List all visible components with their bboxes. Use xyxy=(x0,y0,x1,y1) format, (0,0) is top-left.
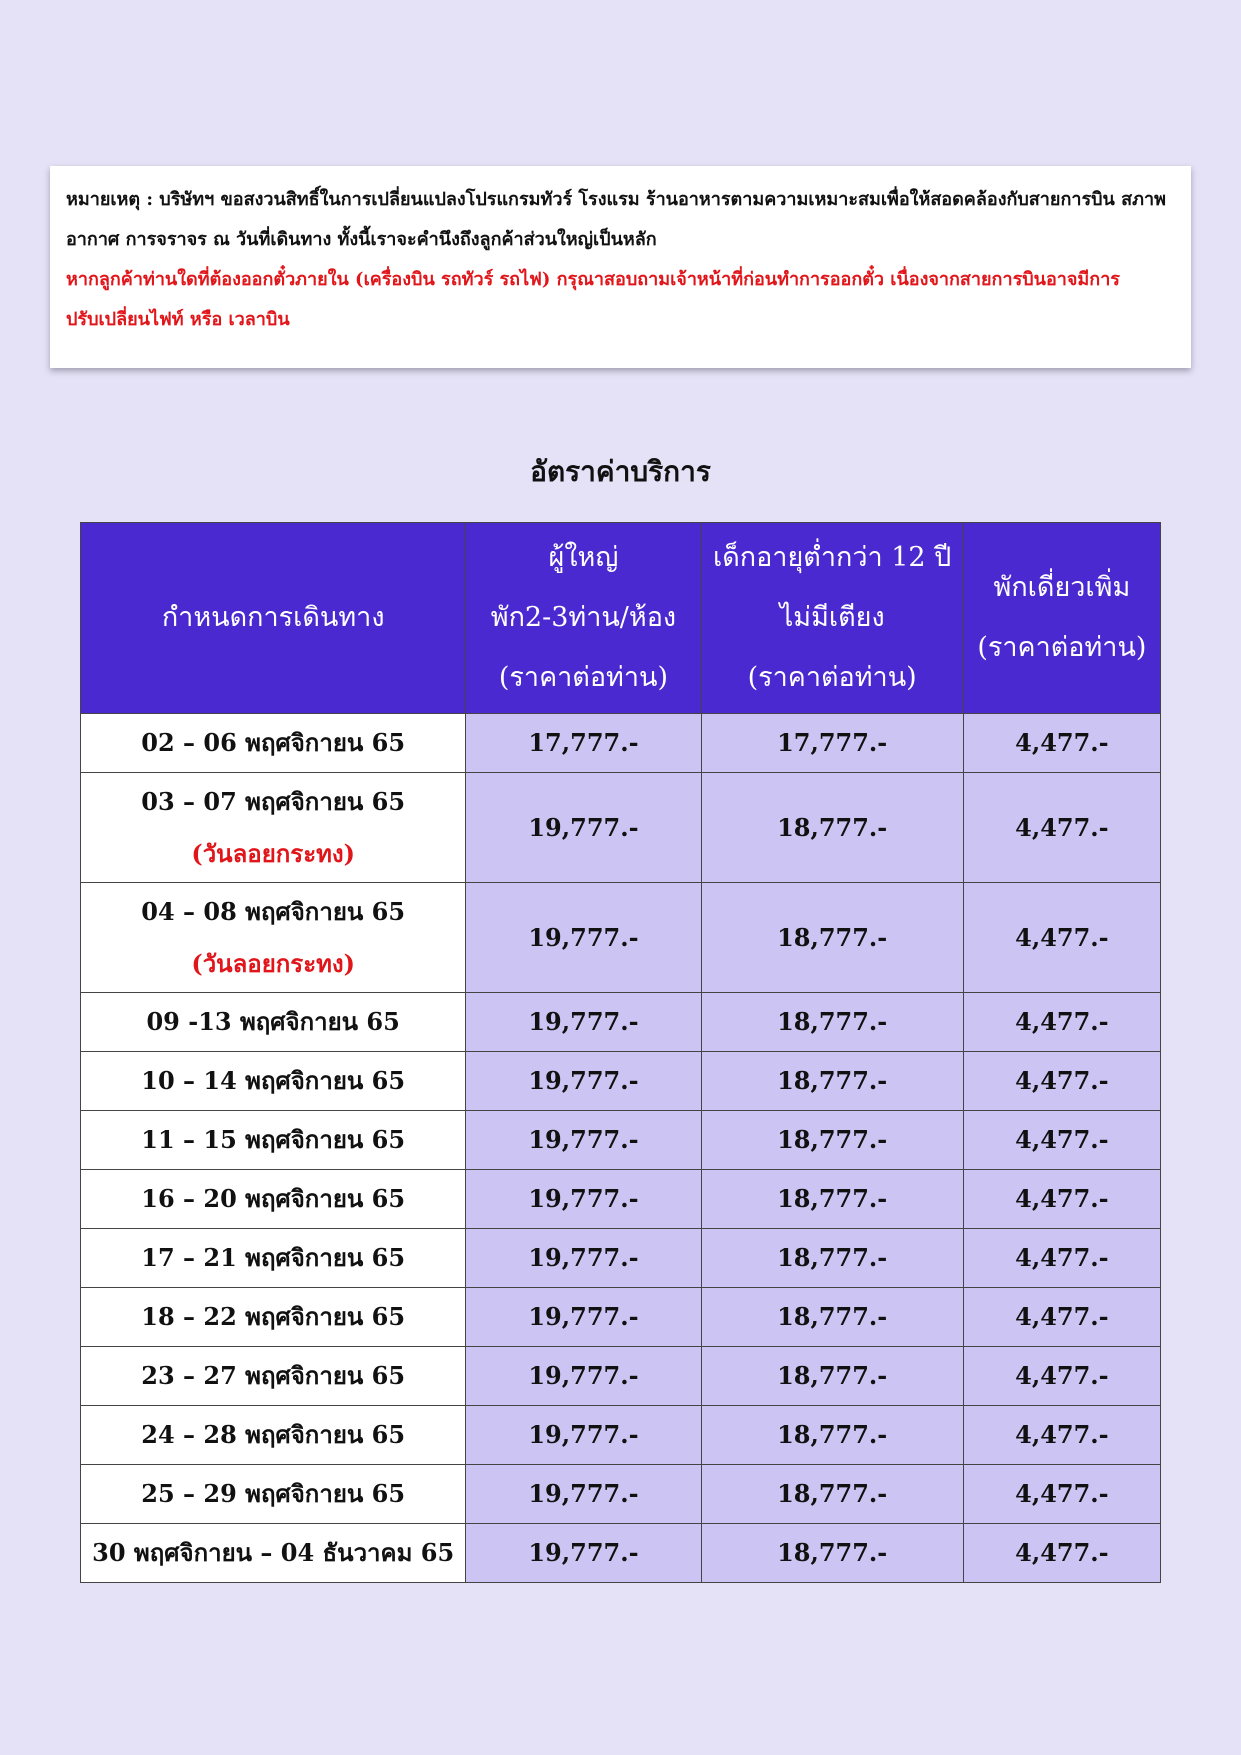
table-body xyxy=(81,714,1161,1583)
single-supplement-price: 4,477.- xyxy=(963,714,1160,773)
travel-date-cell xyxy=(81,1347,466,1406)
travel-date-cell xyxy=(81,1524,466,1583)
child-price: 18,777.- xyxy=(701,993,963,1052)
travel-date: 10 – 14 พฤศจิกายน 65 xyxy=(141,1066,406,1095)
table-row xyxy=(81,714,1161,773)
travel-date-cell xyxy=(81,993,466,1052)
adult-price: 19,777.- xyxy=(466,1052,701,1111)
notice-line-1: หมายเหตุ : บริษัทฯ ขอสงวนสิทธิ์ในการเปลี่ยนแปลงโปรแกรมทัวร์ โรงแรม ร้านอาหารตามความเหมาะสมเพื่อให้สอดคล้องกับสายการบิน สภาพ xyxy=(66,189,1166,210)
price-table xyxy=(80,522,1161,1583)
travel-date-cell xyxy=(81,1229,466,1288)
table-row xyxy=(81,993,1161,1052)
adult-price: 19,777.- xyxy=(466,1465,701,1524)
notice-warning-line-1: หากลูกค้าท่านใดที่ต้องออกตั๋วภายใน (เครื่องบิน รถทัวร์ รถไฟ) กรุณาสอบถามเจ้าหน้าที่ก่อนทำการออกตั๋ว เนื่องจากสายการบินอาจมีการ xyxy=(66,269,1120,290)
single-supplement-price: 4,477.- xyxy=(963,1347,1160,1406)
travel-date: 30 พฤศจิกายน – 04 ธันวาคม 65 xyxy=(92,1538,455,1567)
travel-date: 25 – 29 พฤศจิกายน 65 xyxy=(141,1479,406,1508)
travel-date-cell xyxy=(81,1406,466,1465)
notice-warning-line-2: ปรับเปลี่ยนไฟท์ หรือ เวลาบิน xyxy=(66,309,290,330)
travel-date: 24 – 28 พฤศจิกายน 65 xyxy=(141,1420,406,1449)
single-supplement-price: 4,477.- xyxy=(963,773,1160,883)
single-supplement-price: 4,477.- xyxy=(963,1465,1160,1524)
table-row xyxy=(81,1170,1161,1229)
travel-date: 17 – 21 พฤศจิกายน 65 xyxy=(141,1243,406,1272)
header-line: ผู้ใหญ่ xyxy=(548,542,619,573)
travel-date: 02 – 06 พฤศจิกายน 65 xyxy=(141,728,406,757)
single-supplement-price: 4,477.- xyxy=(963,1524,1160,1583)
header-single-supplement xyxy=(963,523,1160,714)
header-line: ไม่มีเตียง xyxy=(779,602,885,633)
header-line: พัก2-3ท่าน/ห้อง xyxy=(490,602,677,633)
header-adult-price xyxy=(466,523,701,714)
single-supplement-price: 4,477.- xyxy=(963,1111,1160,1170)
travel-date: 09 -13 พฤศจิกายน 65 xyxy=(146,1007,400,1036)
adult-price: 19,777.- xyxy=(466,773,701,883)
notice-box xyxy=(50,166,1191,368)
child-price: 18,777.- xyxy=(701,1524,963,1583)
adult-price: 19,777.- xyxy=(466,1170,701,1229)
travel-date: 16 – 20 พฤศจิกายน 65 xyxy=(141,1184,406,1213)
child-price: 18,777.- xyxy=(701,1229,963,1288)
header-line: (ราคาต่อท่าน) xyxy=(498,662,668,693)
travel-date-cell xyxy=(81,1170,466,1229)
travel-date: 04 – 08 พฤศจิกายน 65 xyxy=(141,896,406,926)
travel-date: 11 – 15 พฤศจิกายน 65 xyxy=(141,1125,406,1154)
adult-price: 19,777.- xyxy=(466,1347,701,1406)
child-price: 18,777.- xyxy=(701,883,963,993)
child-price: 18,777.- xyxy=(701,1111,963,1170)
header-line: กำหนดการเดินทาง xyxy=(161,602,385,633)
travel-date: 23 – 27 พฤศจิกายน 65 xyxy=(141,1361,406,1390)
travel-date-cell xyxy=(81,714,466,773)
single-supplement-price: 4,477.- xyxy=(963,1288,1160,1347)
header-line: (ราคาต่อท่าน) xyxy=(977,632,1147,663)
table-row xyxy=(81,1111,1161,1170)
child-price: 18,777.- xyxy=(701,773,963,883)
child-price: 18,777.- xyxy=(701,1288,963,1347)
travel-date-cell xyxy=(81,1465,466,1524)
adult-price: 19,777.- xyxy=(466,883,701,993)
travel-date-cell xyxy=(81,883,466,993)
table-row xyxy=(81,1465,1161,1524)
festival-note: (วันลอยกระทง) xyxy=(191,838,355,868)
table-row xyxy=(81,1524,1161,1583)
single-supplement-price: 4,477.- xyxy=(963,1170,1160,1229)
travel-date: 18 – 22 พฤศจิกายน 65 xyxy=(141,1302,406,1331)
travel-date-cell xyxy=(81,1052,466,1111)
header-travel-dates xyxy=(81,523,466,714)
travel-date: 03 – 07 พฤศจิกายน 65 xyxy=(141,786,406,816)
single-supplement-price: 4,477.- xyxy=(963,883,1160,993)
table-row xyxy=(81,1052,1161,1111)
child-price: 18,777.- xyxy=(701,1465,963,1524)
header-line: เด็กอายุต่ำกว่า 12 ปี xyxy=(712,542,952,573)
adult-price: 19,777.- xyxy=(466,1288,701,1347)
single-supplement-price: 4,477.- xyxy=(963,993,1160,1052)
section-title: อัตราค่าบริการ xyxy=(530,455,711,488)
notice-line-2: อากาศ การจราจร ณ วันที่เดินทาง ทั้งนี้เราจะคำนึงถึงลูกค้าส่วนใหญ่เป็นหลัก xyxy=(66,229,657,250)
header-child-price xyxy=(701,523,963,714)
single-supplement-price: 4,477.- xyxy=(963,1052,1160,1111)
travel-date-cell xyxy=(81,773,466,883)
child-price: 18,777.- xyxy=(701,1052,963,1111)
child-price: 17,777.- xyxy=(701,714,963,773)
travel-date-cell xyxy=(81,1288,466,1347)
travel-date-cell xyxy=(81,1111,466,1170)
festival-note: (วันลอยกระทง) xyxy=(191,948,355,978)
adult-price: 17,777.- xyxy=(466,714,701,773)
table-row xyxy=(81,883,1161,993)
adult-price: 19,777.- xyxy=(466,1111,701,1170)
adult-price: 19,777.- xyxy=(466,1229,701,1288)
single-supplement-price: 4,477.- xyxy=(963,1406,1160,1465)
adult-price: 19,777.- xyxy=(466,1406,701,1465)
table-header-row xyxy=(81,523,1161,714)
adult-price: 19,777.- xyxy=(466,993,701,1052)
header-line: (ราคาต่อท่าน) xyxy=(747,662,917,693)
table-row xyxy=(81,1347,1161,1406)
header-line: พักเดี่ยวเพิ่ม xyxy=(993,572,1131,603)
adult-price: 19,777.- xyxy=(466,1524,701,1583)
table-row xyxy=(81,773,1161,883)
child-price: 18,777.- xyxy=(701,1406,963,1465)
table-row xyxy=(81,1288,1161,1347)
single-supplement-price: 4,477.- xyxy=(963,1229,1160,1288)
child-price: 18,777.- xyxy=(701,1170,963,1229)
table-row xyxy=(81,1406,1161,1465)
child-price: 18,777.- xyxy=(701,1347,963,1406)
table-row xyxy=(81,1229,1161,1288)
